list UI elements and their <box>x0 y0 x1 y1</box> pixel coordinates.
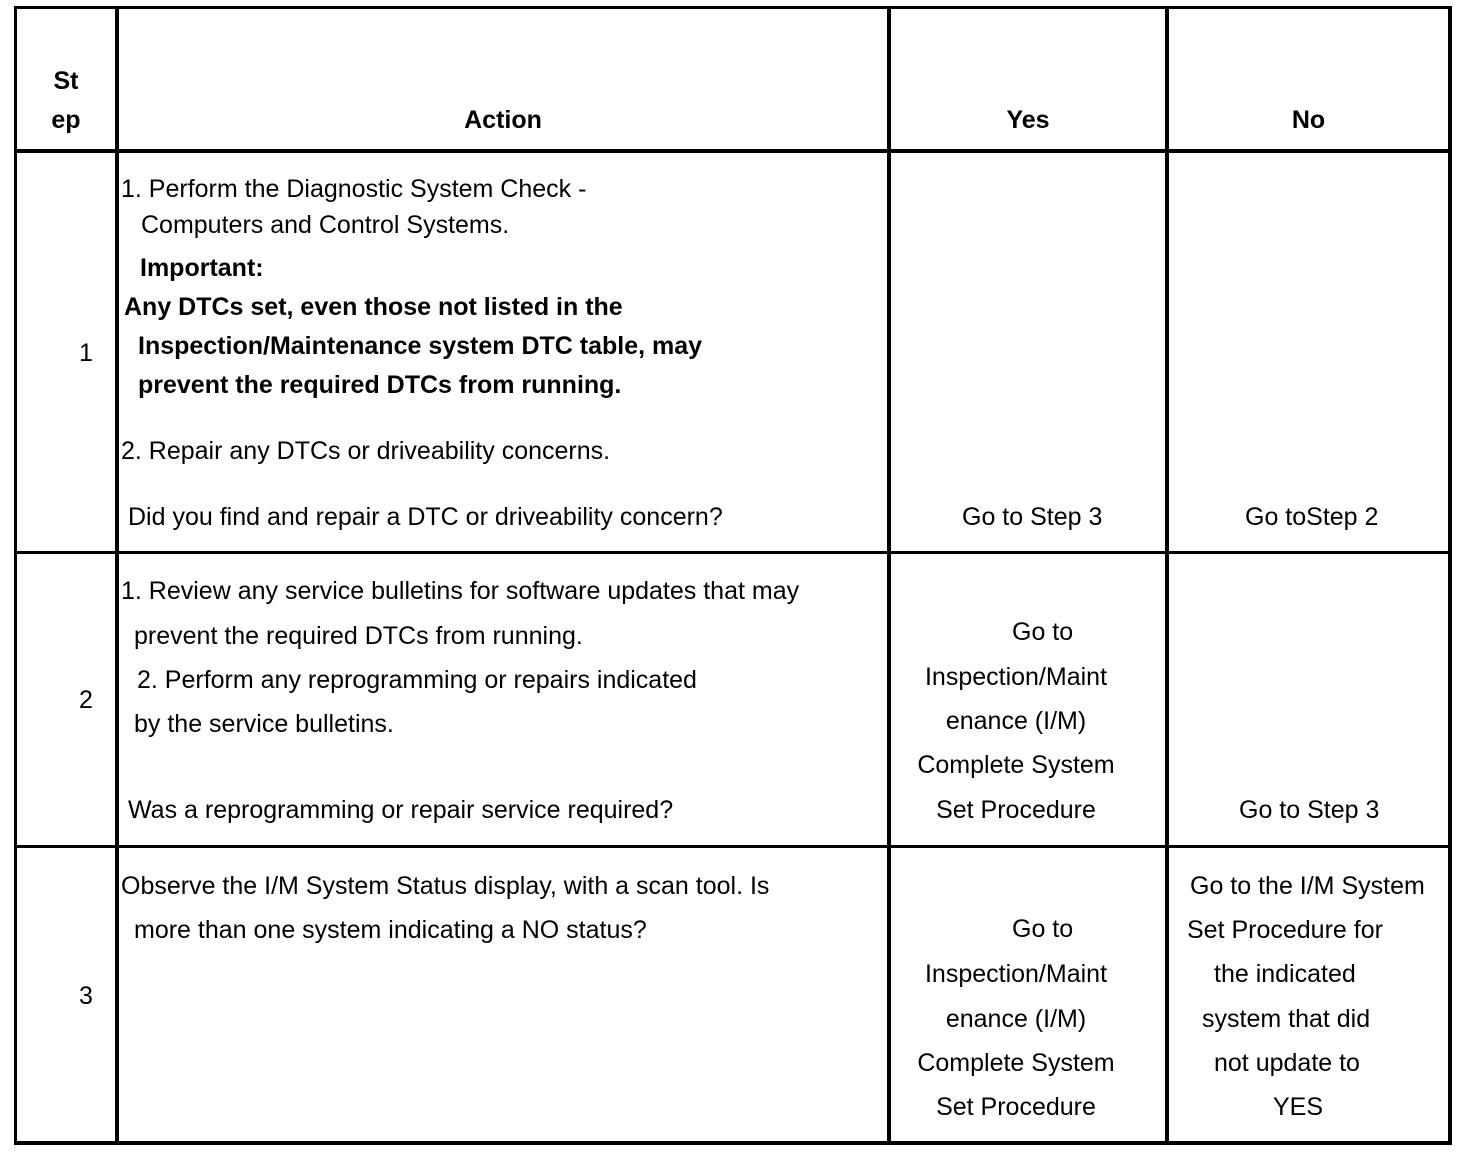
row3-no-line5: not update to <box>1214 1049 1360 1077</box>
col-divider-step-action <box>115 6 119 1145</box>
row3-no-line3: the indicated <box>1214 960 1356 988</box>
row1-important-label: Important: <box>140 254 264 282</box>
row1-step: 1 <box>79 339 93 367</box>
row3-no-line1: Go to the I/M System <box>1190 872 1425 900</box>
row2-yes-line2: Inspection/Maint <box>924 663 1108 691</box>
row3-yes-line5: Set Procedure <box>936 1093 1096 1121</box>
row3-no-line6: YES <box>1273 1093 1324 1121</box>
row1-important-line2: Inspection/Maintenance system DTC table, may <box>138 332 703 360</box>
header-divider <box>14 149 1452 153</box>
row1-action-item1-line2: Computers and Control Systems. <box>141 211 510 239</box>
row2-yes-line1: Go to <box>1012 618 1074 646</box>
row3-action-line2: more than one system indicating a NO status? <box>134 916 647 944</box>
row3-no-line2: Set Procedure for <box>1187 916 1383 944</box>
row1-important-line3: prevent the required DTCs from running. <box>138 371 622 399</box>
header-step-line1: St <box>53 67 79 95</box>
header-yes: Yes <box>1006 106 1050 134</box>
row2-yes-line5: Set Procedure <box>936 796 1096 824</box>
row1-question: Did you find and repair a DTC or driveability concern? <box>128 503 723 531</box>
row2-action-item1-line2: prevent the required DTCs from running. <box>134 622 583 650</box>
row1-action-item1-line1: 1. Perform the Diagnostic System Check - <box>121 175 587 203</box>
header-action: Action <box>464 106 542 134</box>
row1-action-item2: 2. Repair any DTCs or driveability concerns. <box>121 437 611 465</box>
row1-yes: Go to Step 3 <box>962 503 1103 531</box>
row2-divider <box>14 845 1452 848</box>
row3-yes-line4: Complete System <box>917 1049 1115 1077</box>
row3-yes-line2: Inspection/Maint <box>924 960 1108 988</box>
col-divider-yes-no <box>1165 6 1169 1145</box>
header-step-line2: ep <box>51 106 81 134</box>
row2-step: 2 <box>79 686 93 714</box>
table-border-left <box>14 6 17 1145</box>
row3-no-line4: system that did <box>1202 1005 1371 1033</box>
row3-yes-line3: enance (I/M) <box>945 1005 1087 1033</box>
row2-question: Was a reprogramming or repair service required? <box>128 796 674 824</box>
row1-no: Go toStep 2 <box>1245 503 1379 531</box>
header-no: No <box>1291 106 1326 134</box>
row1-divider <box>14 551 1452 554</box>
row3-step: 3 <box>79 982 93 1010</box>
table-border-bottom <box>14 1141 1452 1145</box>
row3-yes-line1: Go to <box>1012 915 1074 943</box>
row2-yes-line4: Complete System <box>917 751 1115 779</box>
table-border-right <box>1448 6 1452 1145</box>
row2-action-item2-line2: by the service bulletins. <box>134 710 394 738</box>
row2-no: Go to Step 3 <box>1239 796 1380 824</box>
row2-action-item2-line1: 2. Perform any reprogramming or repairs indicated <box>137 666 697 694</box>
row3-action-line1: Observe the I/M System Status display, with a scan tool. Is <box>121 872 770 900</box>
row1-important-line1: Any DTCs set, even those not listed in the <box>124 293 623 321</box>
row2-yes-line3: enance (I/M) <box>945 707 1087 735</box>
row2-action-item1-line1: 1. Review any service bulletins for software updates that may <box>121 577 800 605</box>
table-border-top <box>14 6 1452 9</box>
